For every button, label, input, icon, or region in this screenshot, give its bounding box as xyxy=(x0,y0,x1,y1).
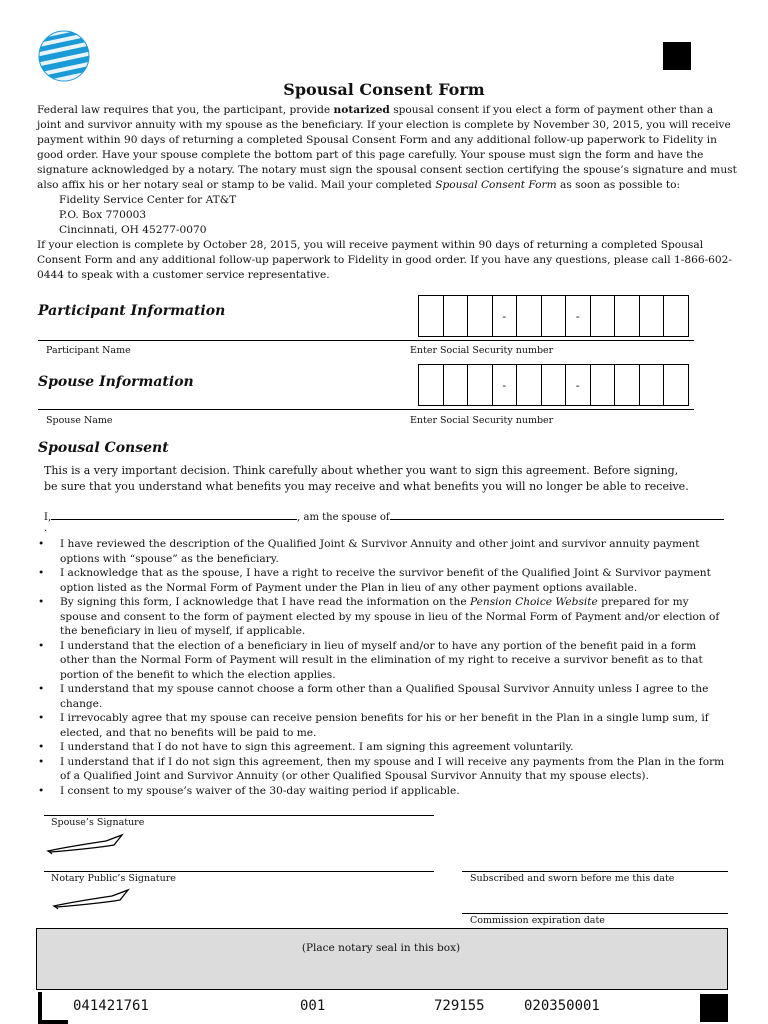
list-item: • I consent to my spouse’s waiver of the 30-day waiting period if applicable. xyxy=(38,784,728,799)
participant-name-blank[interactable] xyxy=(390,509,724,520)
list-item: • I have reviewed the description of the Qualified Joint & Survivor Annuity and other joint and survivor annuity payment options with “spouse” as the beneficiary. xyxy=(38,537,728,566)
att-globe-logo xyxy=(38,30,90,82)
intro-text-span: as soon as possible to: xyxy=(556,179,681,191)
barcode-number-4: 020350001 xyxy=(524,998,600,1014)
subscribed-date-label: Subscribed and sworn before me this date xyxy=(470,873,675,884)
spouse-name-blank[interactable] xyxy=(51,509,297,520)
spouse-heading: Spouse Information xyxy=(38,374,194,390)
notary-seal-instruction: (Place notary seal in this box) xyxy=(301,942,461,954)
bullet-text: By signing this form, I acknowledge that I have read the information on the xyxy=(60,596,470,608)
ssn-separator: - xyxy=(493,365,518,405)
spouse-ssn-boxes[interactable] xyxy=(418,364,689,406)
ssn-digit-box[interactable] xyxy=(664,296,688,336)
consent-heading: Spousal Consent xyxy=(38,440,169,456)
ssn-digit-box[interactable] xyxy=(517,365,542,405)
commission-expiration-label: Commission expiration date xyxy=(470,915,605,926)
consent-intro-text: This is a very important decision. Think carefully about whether you want to sign this agreement. Before signing, be sure that you understand what benefits you may receive and what benefits you will no longer be able to receive. xyxy=(44,464,689,493)
list-item: • I irrevocably agree that my spouse can receive pension benefits for his or her benefit in the Plan in a single lump sum, if elected, and that no benefits will be paid to me. xyxy=(38,711,728,740)
corner-mark xyxy=(38,1020,68,1024)
barcode-number-1: 041421761 xyxy=(73,998,149,1014)
ssn-digit-box[interactable] xyxy=(444,296,469,336)
notary-signature-label: Notary Public’s Signature xyxy=(51,873,176,884)
pen-signature-icon xyxy=(46,831,126,857)
intro-text-span: spousal consent if you elect a form of payment other than a joint and survivor annuity with my spouse as the beneficiary. If your election is complete by November 30, 2015, you will receive payment within 90 days of returning a completed Spousal Consent Form and any additional follow-up paperwork to Fidelity in good order. Have your spouse complete the bottom part of this page carefully. Your spouse must sign the form and have the signature acknowledged by a notary. The notary must sign the spousal consent section certifying the spouse’s signature and must also affix his or her notary seal or stamp to be valid. Mail your completed xyxy=(37,104,737,191)
ssn-separator: - xyxy=(493,296,518,336)
address-line-2: P.O. Box 770003 xyxy=(59,209,147,221)
commission-expiration-line[interactable] xyxy=(462,913,728,914)
ssn-digit-box[interactable] xyxy=(615,296,640,336)
subscribed-date-line[interactable] xyxy=(462,871,728,872)
intro-paragraph-2: If your election is complete by October 28, 2015, you will receive payment within 90 days of returning a completed Spousal Consent Form and any additional follow-up paperwork to Fidelity in good order. If you have any questions, please call 1-866-602-0444 to speak with a customer service representative. xyxy=(37,239,732,281)
ssn-separator: - xyxy=(566,365,591,405)
registration-mark-top-right xyxy=(663,42,691,70)
ssn-digit-box[interactable] xyxy=(664,365,688,405)
participant-name-line[interactable] xyxy=(38,340,694,341)
address-line-1: Fidelity Service Center for AT&T xyxy=(59,194,237,206)
barcode-number-3: 729155 xyxy=(434,998,485,1014)
ssn-digit-box[interactable] xyxy=(542,365,567,405)
bullet-text: prepared for my spouse and consent to the form of payment elected by my spouse in lieu of the Normal Form of Payment and/or election of the beneficiary in lieu of myself, if applicable. xyxy=(60,596,720,637)
list-item xyxy=(38,595,728,639)
pension-choice-website-italic: Pension Choice Website xyxy=(469,596,598,608)
form-name-italic: Spousal Consent Form xyxy=(435,179,557,191)
notarized-emphasis: notarized xyxy=(333,104,390,116)
ssn-digit-box[interactable] xyxy=(468,365,493,405)
notary-signature-line[interactable] xyxy=(44,871,434,872)
ssn-digit-box[interactable] xyxy=(468,296,493,336)
spouse-ssn-label: Enter Social Security number xyxy=(410,415,554,426)
spouse-signature-label: Spouse’s Signature xyxy=(51,817,145,828)
ssn-digit-box[interactable] xyxy=(640,365,665,405)
participant-heading: Participant Information xyxy=(38,303,226,319)
ssn-digit-box[interactable] xyxy=(517,296,542,336)
list-item: • I understand that if I do not sign this agreement, then my spouse and I will receive any payments from the Plan in the form of a Qualified Joint and Survivor Annuity (or other Qualified Spousal Survivor Annuity that my spouse elects). xyxy=(38,755,728,784)
intro-text-span: Federal law requires that you, the participant, provide xyxy=(37,104,334,116)
ssn-digit-box[interactable] xyxy=(419,296,444,336)
ssn-digit-box[interactable] xyxy=(419,365,444,405)
iam-middle: , am the spouse of xyxy=(297,512,390,523)
intro-text xyxy=(37,103,737,283)
spouse-name-line[interactable] xyxy=(38,409,694,410)
ssn-digit-box[interactable] xyxy=(542,296,567,336)
form-title: Spousal Consent Form xyxy=(283,80,485,99)
ssn-digit-box[interactable] xyxy=(591,365,616,405)
ssn-digit-box[interactable] xyxy=(591,296,616,336)
participant-name-label: Participant Name xyxy=(46,345,131,356)
barcode-number-2: 001 xyxy=(300,998,326,1014)
ssn-digit-box[interactable] xyxy=(615,365,640,405)
ssn-digit-box[interactable] xyxy=(640,296,665,336)
spouse-declaration-line xyxy=(44,509,724,534)
registration-mark-bottom-right xyxy=(700,994,728,1022)
ssn-separator: - xyxy=(566,296,591,336)
ssn-digit-box[interactable] xyxy=(444,365,469,405)
iam-prefix: I, xyxy=(44,512,52,523)
address-line-3: Cincinnati, OH 45277-0070 xyxy=(59,224,207,236)
notary-seal-box[interactable] xyxy=(36,928,728,990)
consent-bullet-list xyxy=(38,537,728,798)
spouse-name-label: Spouse Name xyxy=(46,415,113,426)
pen-signature-icon xyxy=(52,886,132,912)
list-item: • I acknowledge that as the spouse, I have a right to receive the survivor benefit of the Qualified Joint & Survivor payment option listed as the Normal Form of Payment under the Plan in lieu of any other payment options available. xyxy=(38,566,728,595)
iam-suffix: . xyxy=(44,523,48,534)
list-item: • I understand that the election of a beneficiary in lieu of myself and/or to have any portion of the benefit paid in a form other than the Normal Form of Payment will result in the elimination of my right to receive a survivor benefit as to that portion of the benefit to which the election applies. xyxy=(38,639,728,683)
participant-ssn-label: Enter Social Security number xyxy=(410,345,554,356)
intro-paragraph-1 xyxy=(37,103,737,193)
spouse-signature-line[interactable] xyxy=(44,815,434,816)
list-item: • I understand that I do not have to sign this agreement. I am signing this agreement voluntarily. xyxy=(38,740,728,755)
participant-ssn-boxes[interactable] xyxy=(418,295,689,337)
list-item: • I understand that my spouse cannot choose a form other than a Qualified Spousal Survivor Annuity unless I agree to the change. xyxy=(38,682,728,711)
